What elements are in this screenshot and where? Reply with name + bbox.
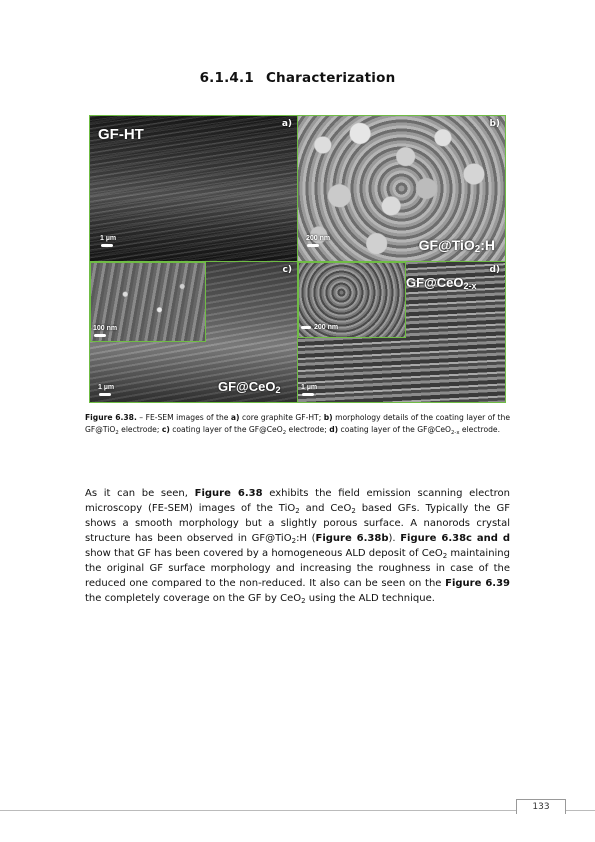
footer-rule (0, 810, 595, 811)
panel-letter-d: d) (489, 265, 500, 275)
section-number: 6.1.4.1 (199, 70, 254, 86)
sem-panel-c (90, 262, 297, 402)
panel-letter-c: c) (282, 265, 292, 275)
panel-title-d: GF@CeO$_{2-x}$ (406, 275, 477, 291)
scale-bar-a: 1 µm (100, 235, 116, 247)
panel-letter-a: a) (281, 119, 292, 129)
section-heading (0, 70, 595, 86)
inset-scale-bar-d: 200 nm (301, 324, 338, 331)
figure-caption: Figure 6.38. – FE-SEM images of the a) core graphite GF-HT; b) morphology details of the coating layer of the GF@TiO$_2$ electrode; c) coating layer of the GF@CeO$_2$ electrode; d) coating layer of the GF@CeO$_{2-x}$ electrode. (85, 413, 510, 436)
figure-reference: Figure 6.38 (194, 488, 263, 499)
section-title: Characterization (265, 70, 396, 86)
inset-image-c (90, 262, 206, 342)
sem-panel-b (298, 116, 505, 261)
body-paragraph: As it can be seen, Figure 6.38 exhibits the field emission scanning electron microscopy (FE-SEM) images of the TiO$_2$ and CeO$_2$ based GFs. Typically the GF shows a smooth morphology but a slightly porous surface. A nanorods crystal structure has been observed in GF@TiO$_2$:H (Figure 6.38b). Figure 6.38c and d show that GF has been covered by a homogeneous ALD deposit of CeO$_2$ maintaining the original GF surface morphology and increasing the roughness in case of the reduced one compared to the non-reduced. It also can be seen on the Figure 6.39 the completely coverage on the GF by CeO$_2$ using the ALD technique. (85, 488, 511, 605)
panel-title-c: GF@CeO$_2$ (218, 379, 281, 395)
figure-reference: Figure 6.38b (315, 533, 389, 544)
figure-reference: Figure 6.38c and d (400, 533, 511, 544)
panel-letter-b: b) (489, 119, 500, 129)
sem-panel-d (298, 262, 505, 402)
panel-title-b: GF@TiO$_2$:H (418, 237, 495, 255)
scale-bar-c: 1 µm (98, 384, 114, 396)
inset-image-d (298, 262, 406, 338)
figure-reference: Figure 6.39 (445, 578, 511, 589)
inset-scale-bar-c: 100 nm (93, 325, 117, 337)
scale-bar-b: 200 nm (306, 235, 330, 247)
scale-bar-d: 1 µm (301, 384, 317, 396)
sem-panel-a (90, 116, 297, 261)
page-number: 133 (516, 799, 566, 814)
panel-title-a: GF-HT (98, 126, 144, 143)
figure-6-38 (89, 115, 506, 403)
